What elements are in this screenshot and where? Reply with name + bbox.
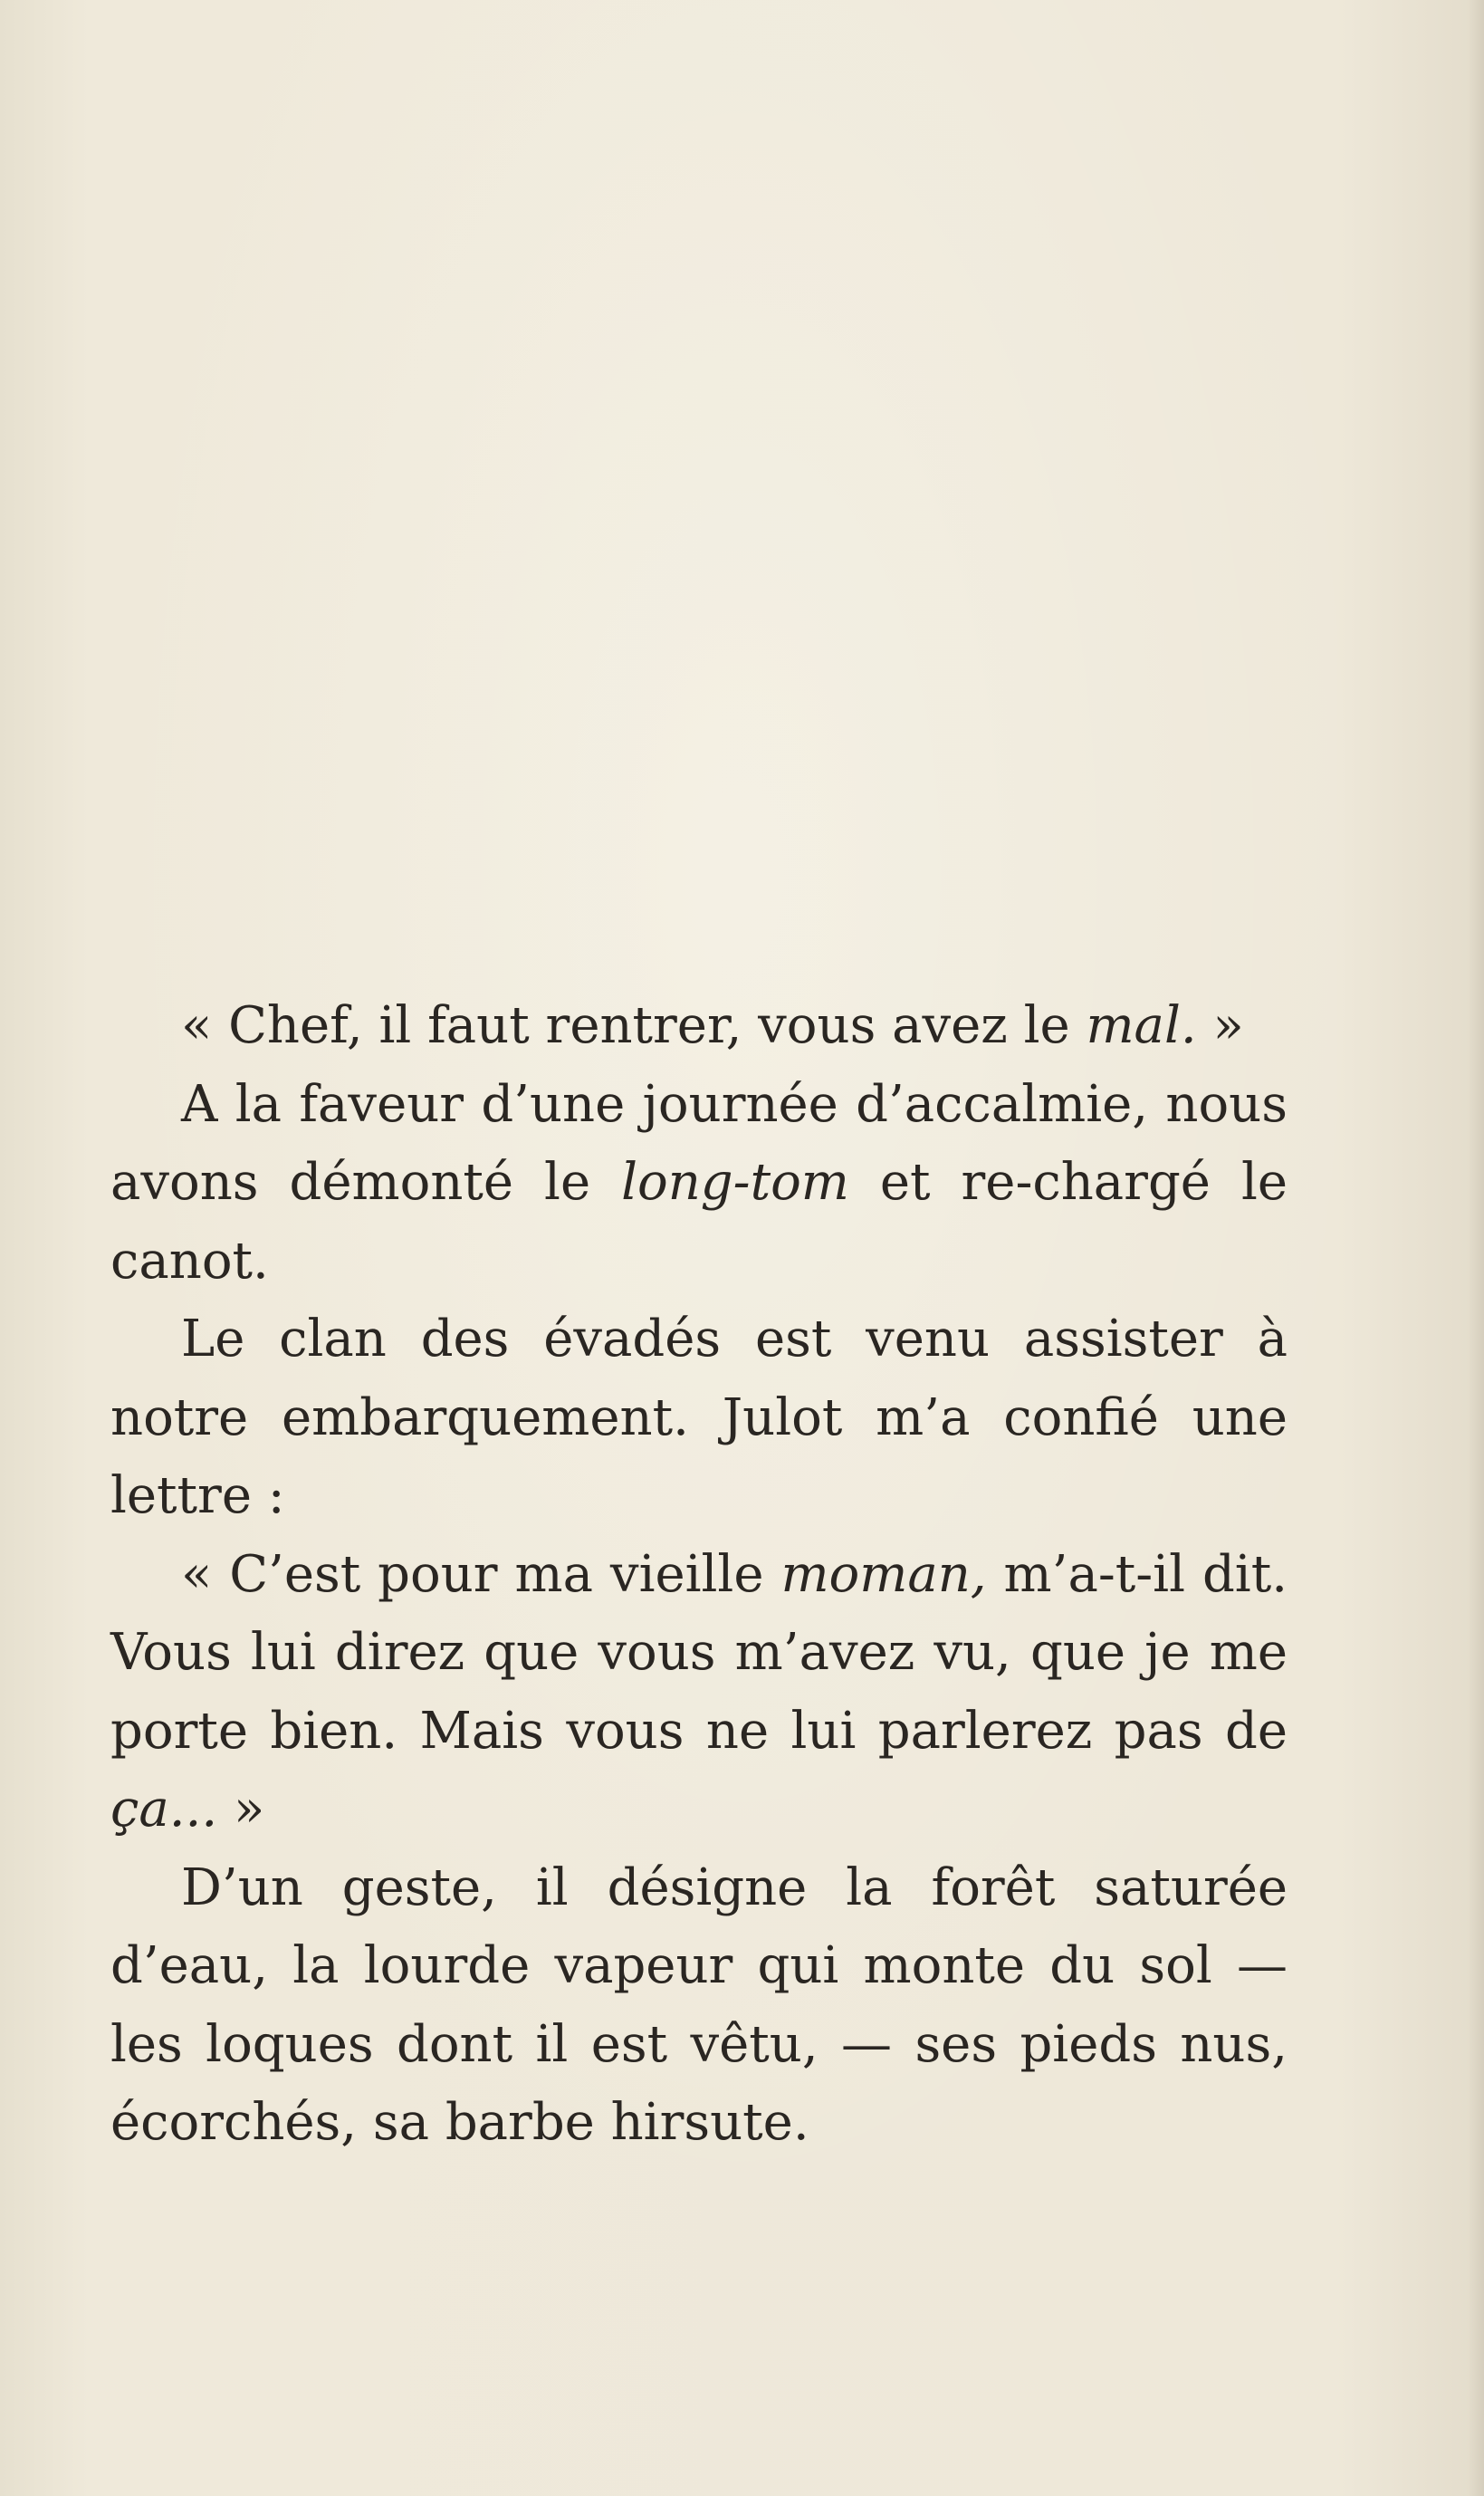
paragraph-1 (110, 987, 1288, 1066)
text-segment: m’a-t-il dit. Vous lui direz que vous m’avez vu, que je me porte bien. Mais vous ne lui parlerez pas de (110, 1544, 1288, 1761)
italic-word: ça... (110, 1780, 218, 1838)
paragraph-2 (110, 1066, 1288, 1301)
text-segment: A la faveur d’une journée d’accalmie, nous avons démonté le (110, 1074, 1288, 1212)
italic-word: mal. (1086, 996, 1197, 1055)
text-segment: Le clan des évadés est venu assister à notre embarquement. Julot m’a confié une lettre : (110, 1310, 1288, 1525)
text-segment: D’un geste, il désigne la forêt saturée d’eau, la lourde vapeur qui monte du sol — les loques dont il est vêtu, — ses pieds nus, écorchés, sa barbe hirsute. (110, 1858, 1288, 2152)
text-segment: « Chef, il faut rentrer, vous avez le (181, 996, 1087, 1055)
paragraph-5 (110, 1849, 1288, 2163)
text-segment: et re-chargé le canot. (110, 1153, 1288, 1291)
text-segment: » (217, 1780, 265, 1838)
italic-word: long-tom (621, 1153, 849, 1212)
text-segment: » (1196, 996, 1244, 1055)
text-segment: « C’est pour ma vieille (181, 1544, 781, 1604)
paragraph-4 (110, 1536, 1288, 1849)
paragraph-3 (110, 1301, 1288, 1536)
italic-word: moman, (780, 1544, 987, 1604)
body-text (110, 987, 1288, 2163)
